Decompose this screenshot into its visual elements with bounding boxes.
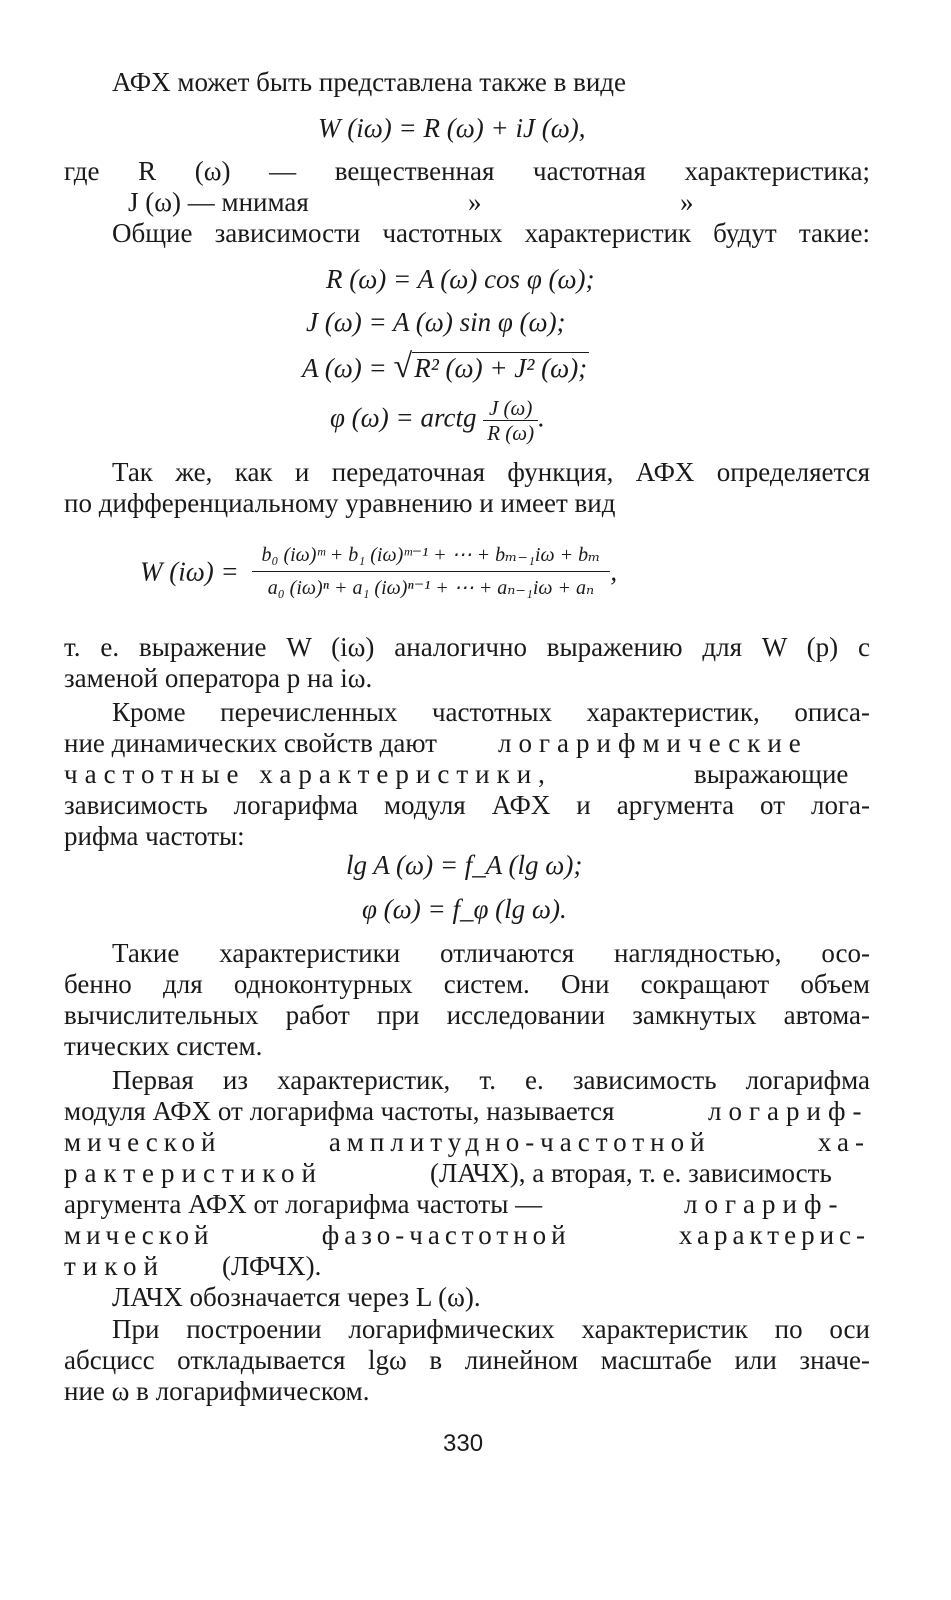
phi-fraction-numerator: J (ω) <box>483 396 538 421</box>
paragraph-afh-form: АФХ может быть представлена также в виде <box>112 67 626 97</box>
equation-r-omega: R (ω) = A (ω) cos φ (ω); <box>326 264 595 294</box>
w-rational-numerator: b₀ (iω)ᵐ + b₁ (iω)ᵐ⁻¹ + ⋯ + bₘ₋₁iω + bₘ <box>252 543 611 572</box>
paragraph-such-line1: Такие характеристики отличаются наглядностью, осо- <box>112 938 870 968</box>
first-line7-text: (ЛФЧХ). <box>222 1251 322 1281</box>
paragraph-such-line2: бенно для одноконтурных систем. Они сокращают объем <box>64 969 870 999</box>
paragraph-general-dependencies: Общие зависимости частотных характеристик будут такие: <box>112 218 870 248</box>
paragraph-first-line7 <box>64 1250 322 1283</box>
paragraph-log-line1: Кроме перечисленных частотных характеристик, описа- <box>112 697 870 727</box>
first-line7-spaced: тикой <box>64 1251 165 1281</box>
first-line5-text: аргумента АФХ от логарифма частоты — <box>64 1189 543 1219</box>
a-omega-lhs: A (ω) = <box>302 353 394 383</box>
paragraph-first-line6: мической фазо-частотной характерис- <box>64 1220 870 1250</box>
w-rational-fraction <box>252 543 611 600</box>
first-line5-spaced: логариф- <box>684 1189 845 1219</box>
phi-fraction <box>483 396 538 445</box>
paragraph-analogy-line2: заменой оператора p на iω. <box>64 663 373 693</box>
ditto-mark-1: » <box>468 187 482 217</box>
phi-fraction-denominator: R (ω) <box>487 421 535 445</box>
paragraph-first-line5 <box>64 1188 845 1221</box>
equation-w-rational <box>140 543 617 600</box>
phi-period: . <box>538 402 545 433</box>
paragraph-log-line3 <box>64 758 849 791</box>
log-line3-text: выражающие <box>694 759 849 789</box>
paragraph-first-line4 <box>64 1157 832 1190</box>
paragraph-transfer-line1: Так же, как и передаточная функция, АФХ определяется <box>112 457 870 487</box>
paragraph-building-line3: ние ω в логарифмическом. <box>64 1376 370 1406</box>
first-line4-text: (ЛАЧХ), а вторая, т. е. зависимость <box>430 1158 832 1188</box>
page-number: 330 <box>443 1430 484 1457</box>
paragraph-log-line5: рифма частоты: <box>64 821 245 851</box>
log-line3-spaced: частотные характеристики, <box>64 759 552 789</box>
phi-lhs: φ (ω) = arctg <box>330 402 477 433</box>
radical-sign: √ <box>393 348 413 385</box>
equation-phi-omega <box>330 396 545 445</box>
log-line2-text: ние динамических свойств дают <box>64 728 437 758</box>
imag-label: J (ω) — мнимая <box>128 187 309 217</box>
equation-w-real-imag: W (iω) = R (ω) + iJ (ω), <box>318 113 586 143</box>
paragraph-such-line4: тических систем. <box>64 1031 263 1061</box>
w-rational-comma: , <box>610 556 618 587</box>
paragraph-lachx: ЛАЧХ обозначается через L (ω). <box>112 1282 481 1312</box>
equation-phi-lg: φ (ω) = f_φ (lg ω). <box>362 894 567 924</box>
paragraph-transfer-line2: по дифференциальному уравнению и имеет вид <box>64 488 616 518</box>
definition-imag-characteristic <box>128 186 694 219</box>
first-line2-spaced: логариф- <box>708 1096 869 1126</box>
first-line2-text: модуля АФХ от логарифма частоты, называется <box>64 1096 615 1126</box>
paragraph-first-line3: мической амплитудно-частотной ха- <box>64 1127 870 1157</box>
paragraph-such-line3: вычислительных работ при исследовании замкнутых автома- <box>64 1000 870 1030</box>
paragraph-first-line2 <box>64 1095 869 1128</box>
paragraph-building-line1: При построении логарифмических характеристик по оси <box>112 1314 870 1344</box>
equation-a-omega <box>302 348 589 385</box>
definition-real-characteristic: где R (ω) — вещественная частотная характеристика; <box>64 156 870 186</box>
paragraph-first-line1: Первая из характеристик, т. е. зависимость логарифма <box>112 1065 870 1095</box>
first-line4-spaced: рактеристикой <box>64 1158 323 1188</box>
radicand: R² (ω) + J² (ω); <box>414 353 588 383</box>
equation-j-omega: J (ω) = A (ω) sin φ (ω); <box>306 307 566 337</box>
paragraph-log-line4: зависимость логарифма модуля АФХ и аргумента от лога- <box>64 790 870 820</box>
equation-lg-a: lg A (ω) = f_A (lg ω); <box>346 850 583 880</box>
log-line2-spaced: логарифмические <box>498 728 808 758</box>
ditto-mark-2: » <box>680 187 694 217</box>
paragraph-building-line2: абсцисс откладывается lgω в линейном масштабе или значе- <box>64 1345 870 1375</box>
w-rational-lhs: W (iω) = <box>140 556 239 587</box>
paragraph-analogy-line1: т. е. выражение W (iω) аналогично выражению для W (p) с <box>64 632 870 662</box>
w-rational-denominator: a₀ (iω)ⁿ + a₁ (iω)ⁿ⁻¹ + ⋯ + aₙ₋₁iω + aₙ <box>267 577 595 599</box>
paragraph-log-line2 <box>64 727 808 760</box>
